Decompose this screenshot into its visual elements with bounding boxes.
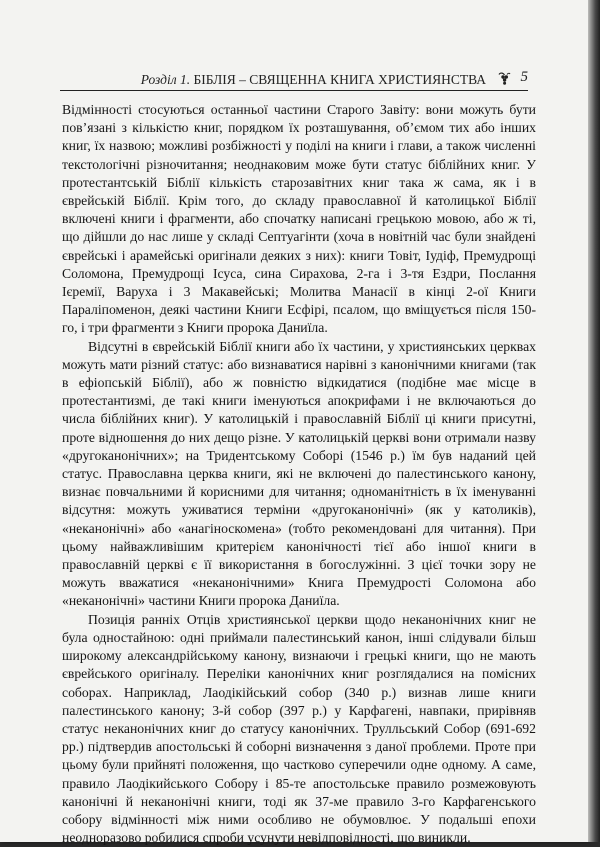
header-section: Розділ 1. — [140, 72, 191, 87]
header-title-text: БІБЛІЯ – СВЯЩЕННА КНИГА ХРИСТИЯНСТВА — [193, 72, 486, 87]
page-edge-shadow — [588, 0, 600, 842]
page-number: 5 — [520, 69, 528, 85]
body-text — [62, 101, 536, 847]
grape-ornament-icon — [497, 71, 511, 87]
running-header — [60, 70, 528, 91]
paragraph: Відмінності стосуються останньої частини Старого Завіту: вони можуть бути пов’язані з кількістю книг, порядком їх розташування, об’ємом тих або інших книг, їх назвою; можливі розбіжності у поділі на книги і глави, а також численні текстологічні різночитання; неоднаковим може бути статус біблійних книг. У протестантській Біблії кількість старозавітних книг така ж сама, як і в єврейській Біблії. Крім того, до складу православної й католицької Біблії включені книги і фрагменти, або спочатку написані грецькою мовою, або ж ті, що дійшли до нас лише у складі Септуагінти (хоча в новітній час були знайдені єврейські і арамейські оригінали деяких з них): книги Товіт, Іудіф, Премудрощі Соломона, Премудрощі Ісуса, сина Сирахова, 2-га і 3-тя Ездри, Послання Ієремії, Варуха і 3 Макавейські; Молитва Манасії в кінці 2-ої Книги Параліпоменон, деякі частини Книги Есфірі, псалом, що вміщується після 150-го, і три фрагменти з Книги пророка Даниїла. — [62, 102, 536, 336]
paragraph: Позиція ранніх Отців християнської церкви щодо неканонічних книг не була одностайною: одні приймали палестинський канон, інші слідували більш широкому александрійському канону, визнаючи і грецькі книги, що не мають єврейського оригіналу. Переліки канонічних книг розглядалися на помісних соборах. Наприклад, Лаодікійський собор (340 р.) визнав лише книги палестинського канону; 3-й собор (397 р.) у Карфагені, навпаки, прирівняв статус неканонічних книг до статусу канонічних. Трулльський Собор (691-692 рр.) підтвердив апостольські й соборні визначення з даної проблеми. Проте при цьому були прийняті положення, що частково суперечили одне одному. А саме, правило Лаодікийського Собору і 85-те апостольське правило розмежовують канонічні й неканонічні книги, тоді як 37-ме правило 3-го Карфагенського собору відмінності між ними особливо не обумовлює. У подальші епохи неодноразово робилися спроби усунути невідповідності, що виникли. — [62, 611, 536, 846]
header-title — [141, 72, 486, 88]
paragraph: Відсутні в єврейській Біблії книги або їх частини, у християнських церквах можуть мати різний статус: або визнаватися нарівні з канонічними книгами (так в ефіопській Біблії), або ж повністю відкидатися (подібне має місце в протестантизмі, де такі книги іменуються апокрифами і не включаються до числа біблійних книг). У католицькій і православній Біблії ці книги присутні, проте відношення до них дещо різне. У католицькій церкві вони отримали назву «другоканонічних»; на Тридентському Соборі (1546 р.) їм був наданий цей статус. Православна церква книги, які не включені до палестинського канону, визнає повчальними й корисними для читання; одноманітність в їх іменуванні відсутня: можуть уживатися терміни «другоканонічні» (як у католиків), «неканонічні» або «анагіноскомена» (тобто рекомендовані для читання). При цьому найважливішим критерієм канонічності тієї або іншої книги в православній церкві є її використання в богослужінні. З цієї точки зору не можуть вважатися «неканонічними» Книга Премудрості Соломона або «неканонічні» частини Книги пророка Даниїла. — [62, 338, 536, 609]
